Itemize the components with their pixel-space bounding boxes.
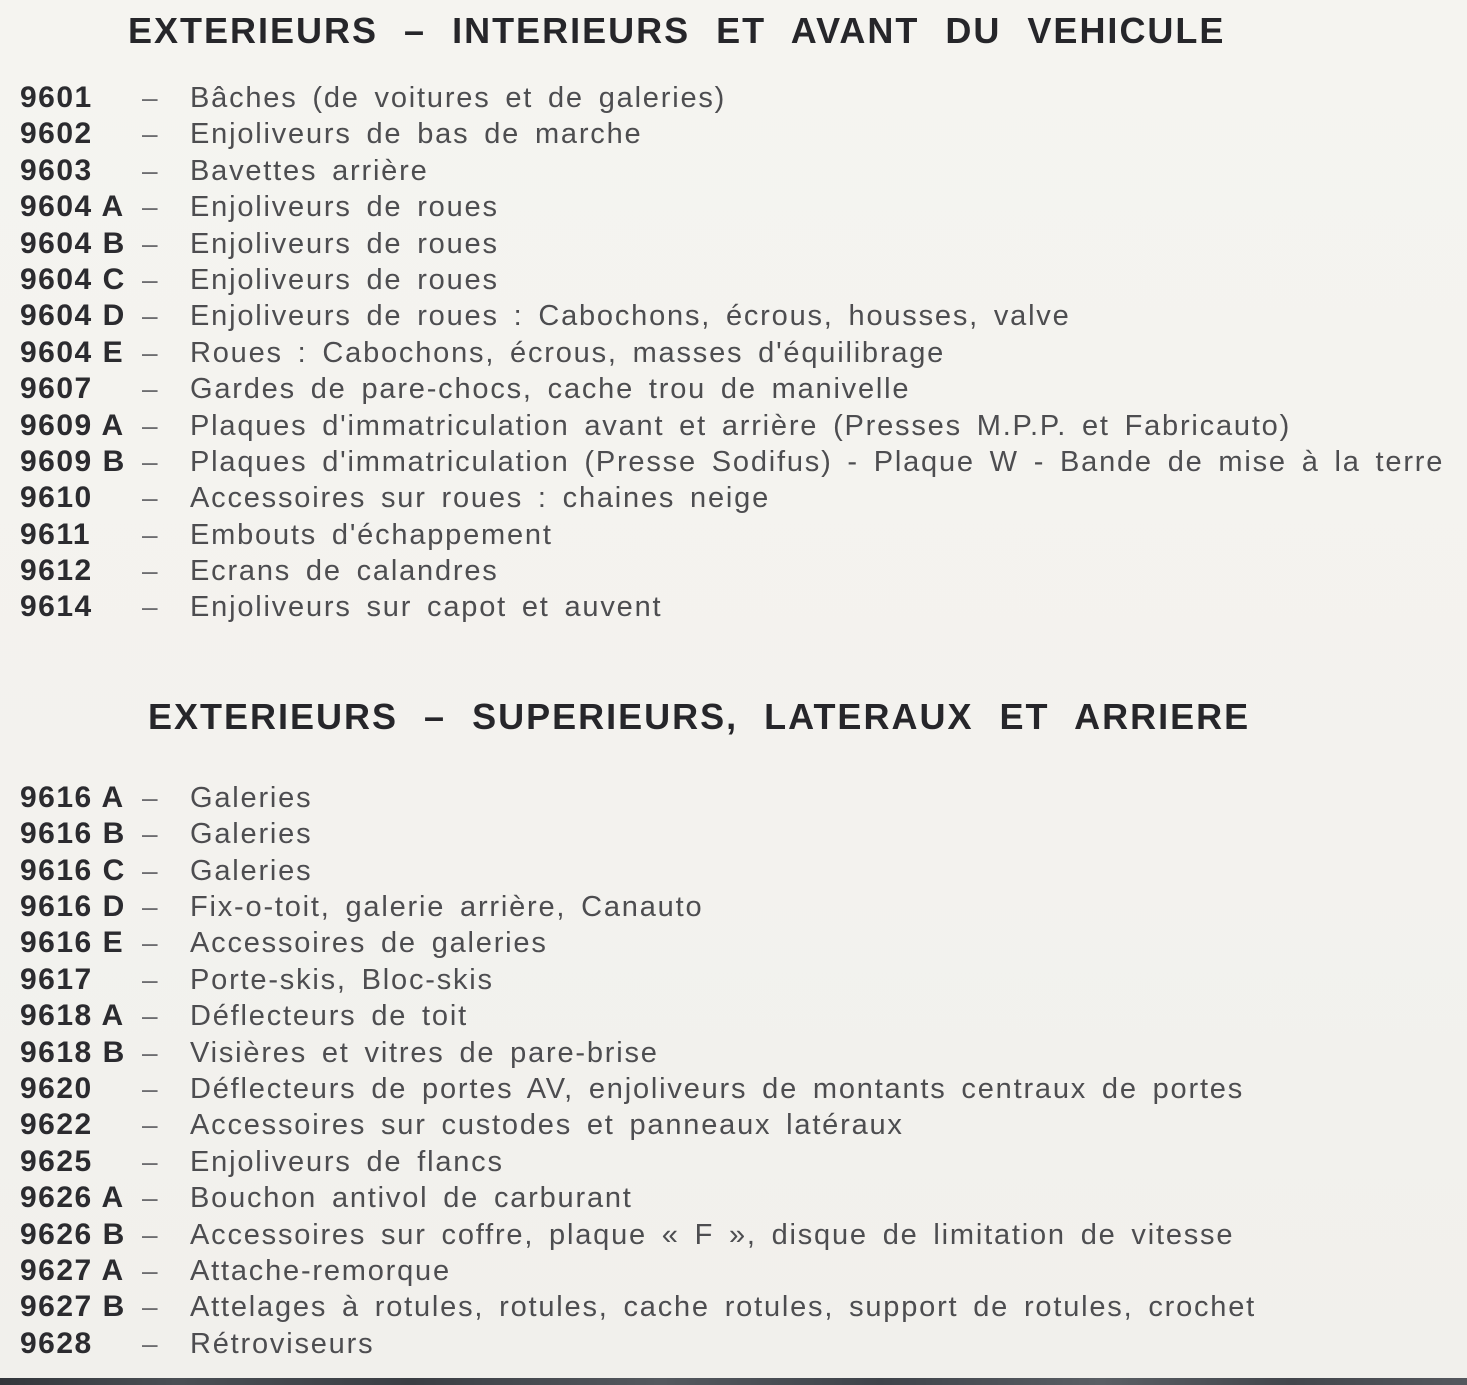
toc-row (0, 262, 1467, 298)
toc-row (0, 853, 1467, 889)
item-code: 9609 A (20, 408, 125, 442)
dash-separator: – (142, 118, 158, 150)
item-label: Galeries (190, 781, 313, 814)
section-title: EXTERIEURS – INTERIEURS ET AVANT DU VEHICULE (128, 10, 1226, 51)
toc-row (0, 1326, 1467, 1362)
item-label: Bouchon antivol de carburant (190, 1182, 633, 1215)
toc-row (0, 998, 1467, 1034)
item-label: Ecrans de calandres (190, 555, 499, 588)
item-label: Bavettes arrière (190, 154, 429, 187)
item-code: 9604 B (20, 226, 126, 260)
section-rows (0, 80, 1467, 626)
toc-row (0, 1253, 1467, 1289)
item-code: 9618 A (20, 999, 125, 1033)
item-code: 9625 (20, 1144, 93, 1178)
item-label: Attelages à rotules, rotules, cache rotules, support de rotules, crochet (190, 1291, 1257, 1324)
toc-row (0, 1180, 1467, 1216)
toc-row (0, 1144, 1467, 1180)
item-code: 9612 (20, 554, 93, 588)
scan-edge-artifact (0, 1378, 1467, 1385)
item-code: 9620 (20, 1071, 93, 1105)
item-code: 9604 D (20, 299, 126, 333)
item-label: Roues : Cabochons, écrous, masses d'équilibrage (190, 336, 946, 369)
dash-separator: – (142, 482, 158, 514)
toc-row (0, 1217, 1467, 1253)
dash-separator: – (142, 1109, 158, 1141)
section-title: EXTERIEURS – SUPERIEURS, LATERAUX ET ARRIERE (148, 695, 1251, 737)
item-label: Embouts d'échappement (190, 518, 553, 551)
item-label: Plaques d'immatriculation avant et arrière (Presses M.P.P. et Fabricauto) (190, 409, 1292, 442)
item-code: 9626 B (20, 1217, 126, 1251)
item-code: 9607 (20, 372, 93, 406)
item-code: 9611 (20, 517, 92, 551)
dash-separator: – (142, 1145, 158, 1177)
toc-row (0, 1289, 1467, 1325)
toc-row (0, 1035, 1467, 1071)
toc-row (0, 371, 1467, 407)
item-code: 9604 C (20, 262, 126, 296)
toc-row (0, 116, 1467, 152)
item-label: Accessoires sur coffre, plaque « F », disque de limitation de vitesse (190, 1218, 1235, 1251)
dash-separator: – (142, 927, 158, 959)
item-label: Enjoliveurs de flancs (190, 1145, 504, 1178)
toc-row (0, 189, 1467, 225)
dash-separator: – (142, 854, 158, 886)
item-label: Accessoires sur custodes et panneaux latéraux (190, 1109, 904, 1142)
item-code: 9601 (20, 81, 93, 114)
toc-row (0, 1107, 1467, 1143)
dash-separator: – (142, 227, 158, 259)
item-code: 9627 B (20, 1290, 126, 1324)
toc-row (0, 780, 1467, 816)
item-label: Accessoires de galeries (190, 927, 548, 960)
item-code: 9604 E (20, 335, 125, 369)
item-label: Accessoires sur roues : chaines neige (190, 482, 771, 515)
dash-separator: – (142, 591, 158, 623)
item-label: Enjoliveurs sur capot et auvent (190, 591, 663, 624)
item-label: Plaques d'immatriculation (Presse Sodifus) - Plaque W - Bande de mise à la terre (190, 445, 1445, 478)
item-code: 9627 A (20, 1253, 125, 1287)
toc-row (0, 153, 1467, 189)
item-code: 9604 A (20, 190, 125, 224)
item-label: Enjoliveurs de bas de marche (190, 118, 643, 151)
dash-separator: – (142, 1036, 158, 1068)
item-label: Déflecteurs de toit (190, 1000, 468, 1033)
toc-row (0, 816, 1467, 852)
dash-separator: – (142, 1072, 158, 1104)
item-label: Attache-remorque (190, 1254, 451, 1287)
item-label: Gardes de pare-chocs, cache trou de manivelle (190, 373, 911, 406)
item-label: Rétroviseurs (190, 1327, 375, 1360)
toc-row (0, 408, 1467, 444)
item-code: 9609 B (20, 444, 126, 478)
item-label: Fix-o-toit, galerie arrière, Canauto (190, 891, 704, 924)
dash-separator: – (142, 300, 158, 332)
item-code: 9602 (20, 117, 93, 151)
item-code: 9614 (20, 590, 93, 624)
toc-section (0, 694, 1467, 1362)
toc-row (0, 589, 1467, 625)
dash-separator: – (142, 1218, 158, 1250)
toc-row (0, 80, 1467, 116)
toc-row (0, 298, 1467, 334)
item-code: 9618 B (20, 1035, 126, 1069)
item-label: Enjoliveurs de roues (190, 227, 499, 260)
item-label: Enjoliveurs de roues : Cabochons, écrous, housses, valve (190, 300, 1071, 333)
toc-row (0, 517, 1467, 553)
toc-row (0, 1071, 1467, 1107)
dash-separator: – (142, 781, 158, 813)
toc-row (0, 444, 1467, 480)
dash-separator: – (142, 818, 158, 850)
dash-separator: – (142, 1000, 158, 1032)
item-code: 9616 C (20, 853, 126, 887)
item-label: Bâches (de voitures et de galeries) (190, 82, 727, 114)
toc-row (0, 480, 1467, 516)
dash-separator: – (142, 555, 158, 587)
toc-section (0, 8, 1467, 626)
dash-separator: – (142, 963, 158, 995)
item-label: Porte-skis, Bloc-skis (190, 963, 494, 996)
item-label: Galeries (190, 818, 313, 851)
item-code: 9628 (20, 1326, 93, 1360)
toc-row (0, 226, 1467, 262)
dash-separator: – (142, 191, 158, 223)
dash-separator: – (142, 891, 158, 923)
dash-separator: – (142, 1327, 158, 1359)
item-label: Galeries (190, 854, 313, 887)
dash-separator: – (142, 82, 158, 113)
dash-separator: – (142, 336, 158, 368)
item-code: 9616 D (20, 890, 126, 924)
toc-row (0, 925, 1467, 961)
item-code: 9616 A (20, 780, 125, 814)
item-code: 9603 (20, 153, 93, 187)
dash-separator: – (142, 409, 158, 441)
item-code: 9617 (20, 962, 93, 996)
dash-separator: – (142, 518, 158, 550)
dash-separator: – (142, 1182, 158, 1214)
item-code: 9610 (20, 481, 93, 515)
dash-separator: – (142, 373, 158, 405)
toc-row (0, 553, 1467, 589)
dash-separator: – (142, 1254, 158, 1286)
item-label: Déflecteurs de portes AV, enjoliveurs de montants centraux de portes (190, 1072, 1245, 1105)
toc-row (0, 962, 1467, 998)
item-label: Enjoliveurs de roues (190, 263, 499, 296)
toc-row (0, 335, 1467, 371)
dash-separator: – (142, 445, 158, 477)
toc-row (0, 889, 1467, 925)
item-label: Visières et vitres de pare-brise (190, 1036, 659, 1069)
item-label: Enjoliveurs de roues (190, 191, 499, 224)
section-rows (0, 780, 1467, 1362)
dash-separator: – (142, 1291, 158, 1323)
item-code: 9622 (20, 1108, 93, 1142)
dash-separator: – (142, 263, 158, 295)
item-code: 9616 B (20, 817, 126, 851)
item-code: 9626 A (20, 1181, 125, 1215)
item-code: 9616 E (20, 926, 125, 960)
dash-separator: – (142, 154, 158, 186)
